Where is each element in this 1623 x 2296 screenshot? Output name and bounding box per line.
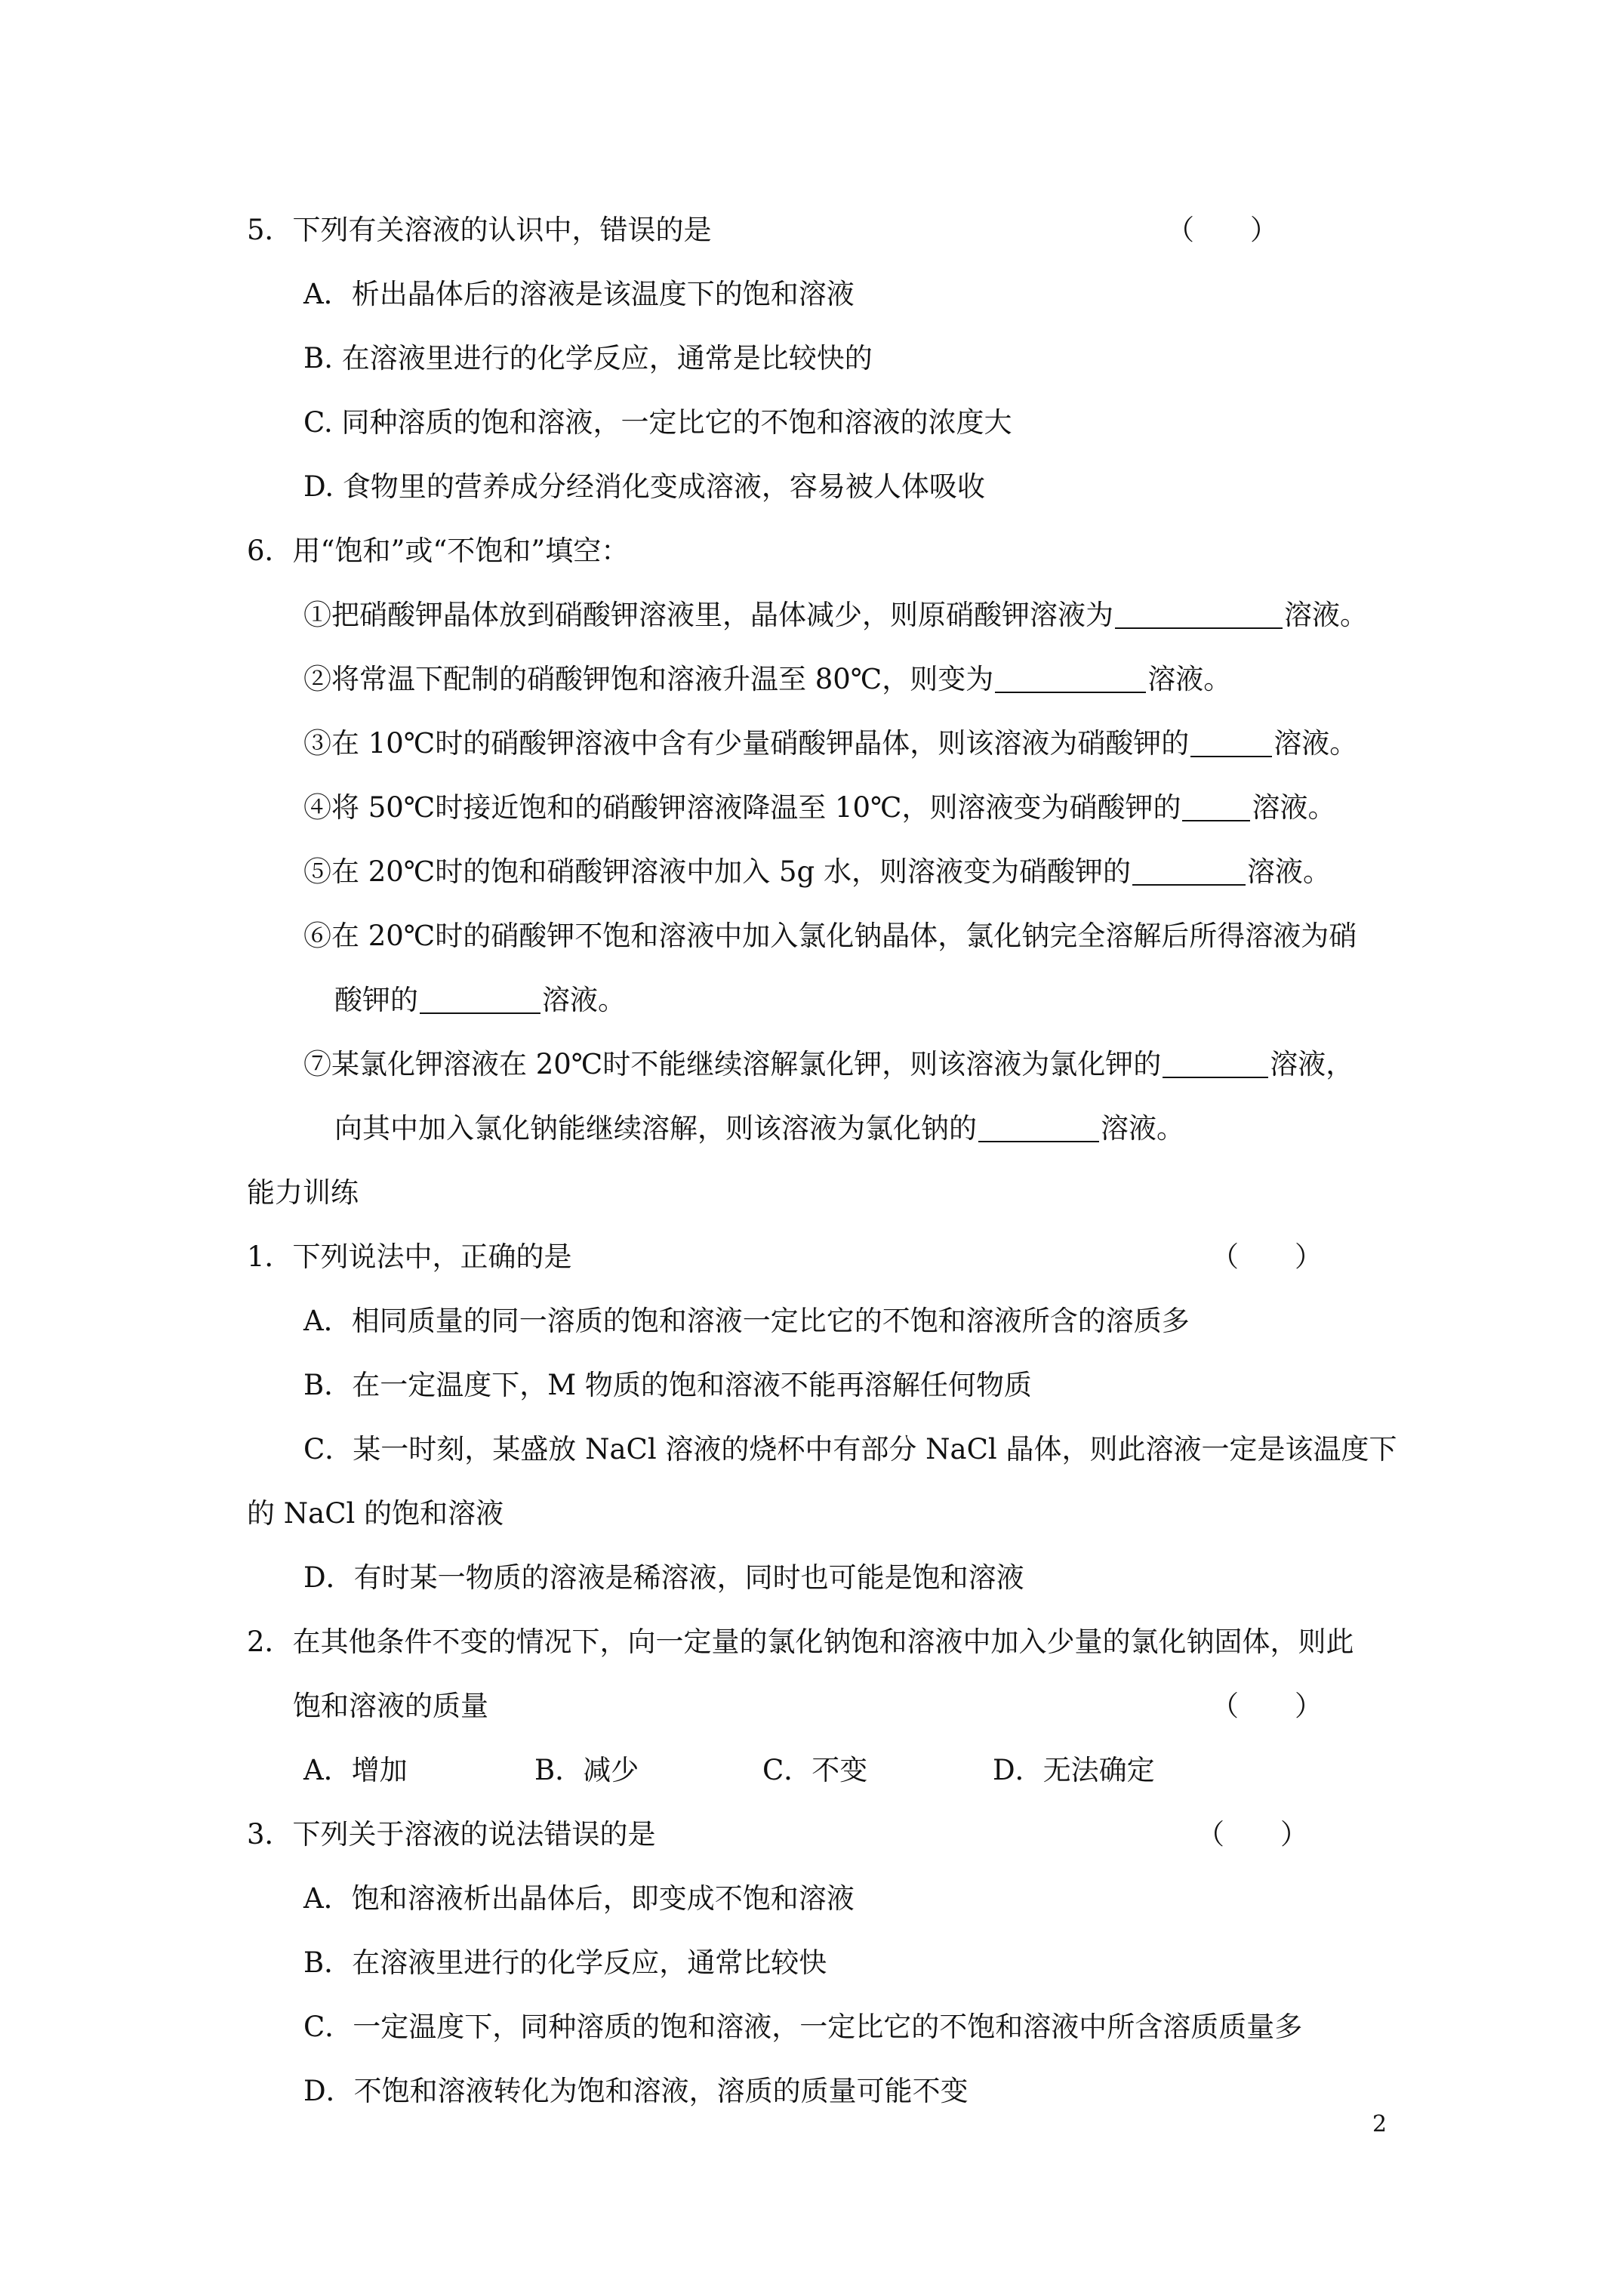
fill-blank[interactable] — [1132, 858, 1246, 886]
question-5-stem: 5．下列有关溶液的认识中，错误的是 — [247, 214, 712, 246]
q5-option-b: B. 在溶液里进行的化学反应，通常是比较快的 — [303, 342, 873, 374]
a1-option-c-cont: 的 NaCl 的饱和溶液 — [247, 1497, 504, 1530]
q6-item-2-text: ②将常温下配制的硝酸钾饱和溶液升温至 80℃，则变为 — [303, 663, 994, 695]
q6-item-3-suffix: 溶液。 — [1273, 727, 1358, 760]
q6-item-7-suffix2: 溶液。 — [1101, 1112, 1184, 1145]
q6-item-6-line2 — [334, 984, 626, 1017]
answer-parentheses: （ ） — [1211, 1690, 1323, 1722]
q6-item-7-line1 — [303, 1048, 1354, 1081]
q5-option-d: D. 食物里的营养成分经消化变成溶液，容易被人体吸收 — [303, 470, 985, 503]
answer-parentheses: （ ） — [1211, 1240, 1323, 1273]
a2-option-b: B．减少 — [534, 1754, 639, 1786]
page-number: 2 — [1372, 2111, 1387, 2137]
ability-question-2-stem-cont: 饱和溶液的质量 — [293, 1690, 488, 1722]
a3-option-c: C．一定温度下，同种溶质的饱和溶液，一定比它的不饱和溶液中所含溶质质量多 — [303, 2011, 1303, 2043]
q6-item-5 — [303, 855, 1331, 889]
a1-option-c: C．某一时刻，某盛放 NaCl 溶液的烧杯中有部分 NaCl 晶体，则此溶液一定是该温度下 — [303, 1433, 1397, 1465]
q6-item-2 — [303, 663, 1231, 696]
q6-item-4-text: ④将 50℃时接近饱和的硝酸钾溶液降温至 10℃，则溶液变为硝酸钾的 — [303, 791, 1181, 824]
a2-option-d: D．无法确定 — [993, 1754, 1155, 1786]
fill-blank[interactable] — [995, 666, 1146, 693]
answer-parentheses: （ ） — [1196, 1818, 1308, 1851]
q6-item-3 — [303, 727, 1357, 760]
q6-item-5-suffix: 溶液。 — [1246, 855, 1331, 888]
fill-blank[interactable] — [1115, 602, 1283, 629]
a3-option-b: B．在溶液里进行的化学反应，通常比较快 — [303, 1946, 827, 1979]
q5-option-c: C. 同种溶质的饱和溶液，一定比它的不饱和溶液的浓度大 — [303, 406, 1012, 439]
ability-question-1-stem: 1．下列说法中，正确的是 — [247, 1240, 572, 1273]
section-title: 能力训练 — [247, 1176, 359, 1209]
ability-question-3-stem: 3．下列关于溶液的说法错误的是 — [247, 1818, 656, 1851]
fill-blank[interactable] — [1190, 730, 1272, 757]
q6-item-2-suffix: 溶液。 — [1147, 663, 1232, 695]
question-6-stem: 6．用“饱和”或“不饱和”填空： — [247, 535, 630, 567]
a2-option-c: C．不变 — [762, 1754, 868, 1786]
a3-option-a: A．饱和溶液析出晶体后，即变成不饱和溶液 — [303, 1882, 855, 1915]
fill-blank[interactable] — [420, 987, 540, 1014]
answer-parentheses: （ ） — [1166, 214, 1278, 246]
q6-item-7-suffix: 溶液， — [1270, 1048, 1354, 1080]
q6-item-5-text: ⑤在 20℃时的饱和硝酸钾溶液中加入 5g 水，则溶液变为硝酸钾的 — [303, 855, 1131, 888]
fill-blank[interactable] — [1182, 794, 1250, 821]
q6-item-3-text: ③在 10℃时的硝酸钾溶液中含有少量硝酸钾晶体，则该溶液为硝酸钾的 — [303, 727, 1190, 760]
a2-option-a: A．增加 — [303, 1754, 408, 1786]
q6-item-7-text: ⑦某氯化钾溶液在 20℃时不能继续溶解氯化钾，则该溶液为氯化钾的 — [303, 1048, 1162, 1080]
a1-option-b: B．在一定温度下，M 物质的饱和溶液不能再溶解任何物质 — [303, 1369, 1032, 1401]
fill-blank[interactable] — [1163, 1051, 1268, 1078]
q6-item-6-suffix: 溶液。 — [542, 984, 626, 1016]
q6-item-4 — [303, 791, 1335, 824]
q6-item-1-text: ①把硝酸钾晶体放到硝酸钾溶液里，晶体减少，则原硝酸钾溶液为 — [303, 599, 1113, 631]
a1-option-a: A．相同质量的同一溶质的饱和溶液一定比它的不饱和溶液所含的溶质多 — [303, 1305, 1190, 1337]
a1-option-d: D．有时某一物质的溶液是稀溶液，同时也可能是饱和溶液 — [303, 1561, 1024, 1594]
q6-item-6-line1: ⑥在 20℃时的硝酸钾不饱和溶液中加入氯化钠晶体，氯化钠完全溶解后所得溶液为硝 — [303, 920, 1357, 952]
q6-item-7-line2 — [334, 1112, 1184, 1145]
q6-item-4-suffix: 溶液。 — [1252, 791, 1336, 824]
q6-item-1 — [303, 599, 1368, 632]
q6-item-7-text2: 向其中加入氯化钠能继续溶解，则该溶液为氯化钠的 — [334, 1112, 977, 1145]
a3-option-d: D．不饱和溶液转化为饱和溶液，溶质的质量可能不变 — [303, 2075, 969, 2107]
q6-item-1-suffix: 溶液。 — [1284, 599, 1368, 631]
q6-item-6-text: 酸钾的 — [334, 984, 418, 1016]
fill-blank[interactable] — [978, 1115, 1099, 1142]
ability-question-2-stem: 2．在其他条件不变的情况下，向一定量的氯化钠饱和溶液中加入少量的氯化钠固体，则此 — [247, 1626, 1354, 1658]
q5-option-a: A．析出晶体后的溶液是该温度下的饱和溶液 — [303, 278, 855, 310]
